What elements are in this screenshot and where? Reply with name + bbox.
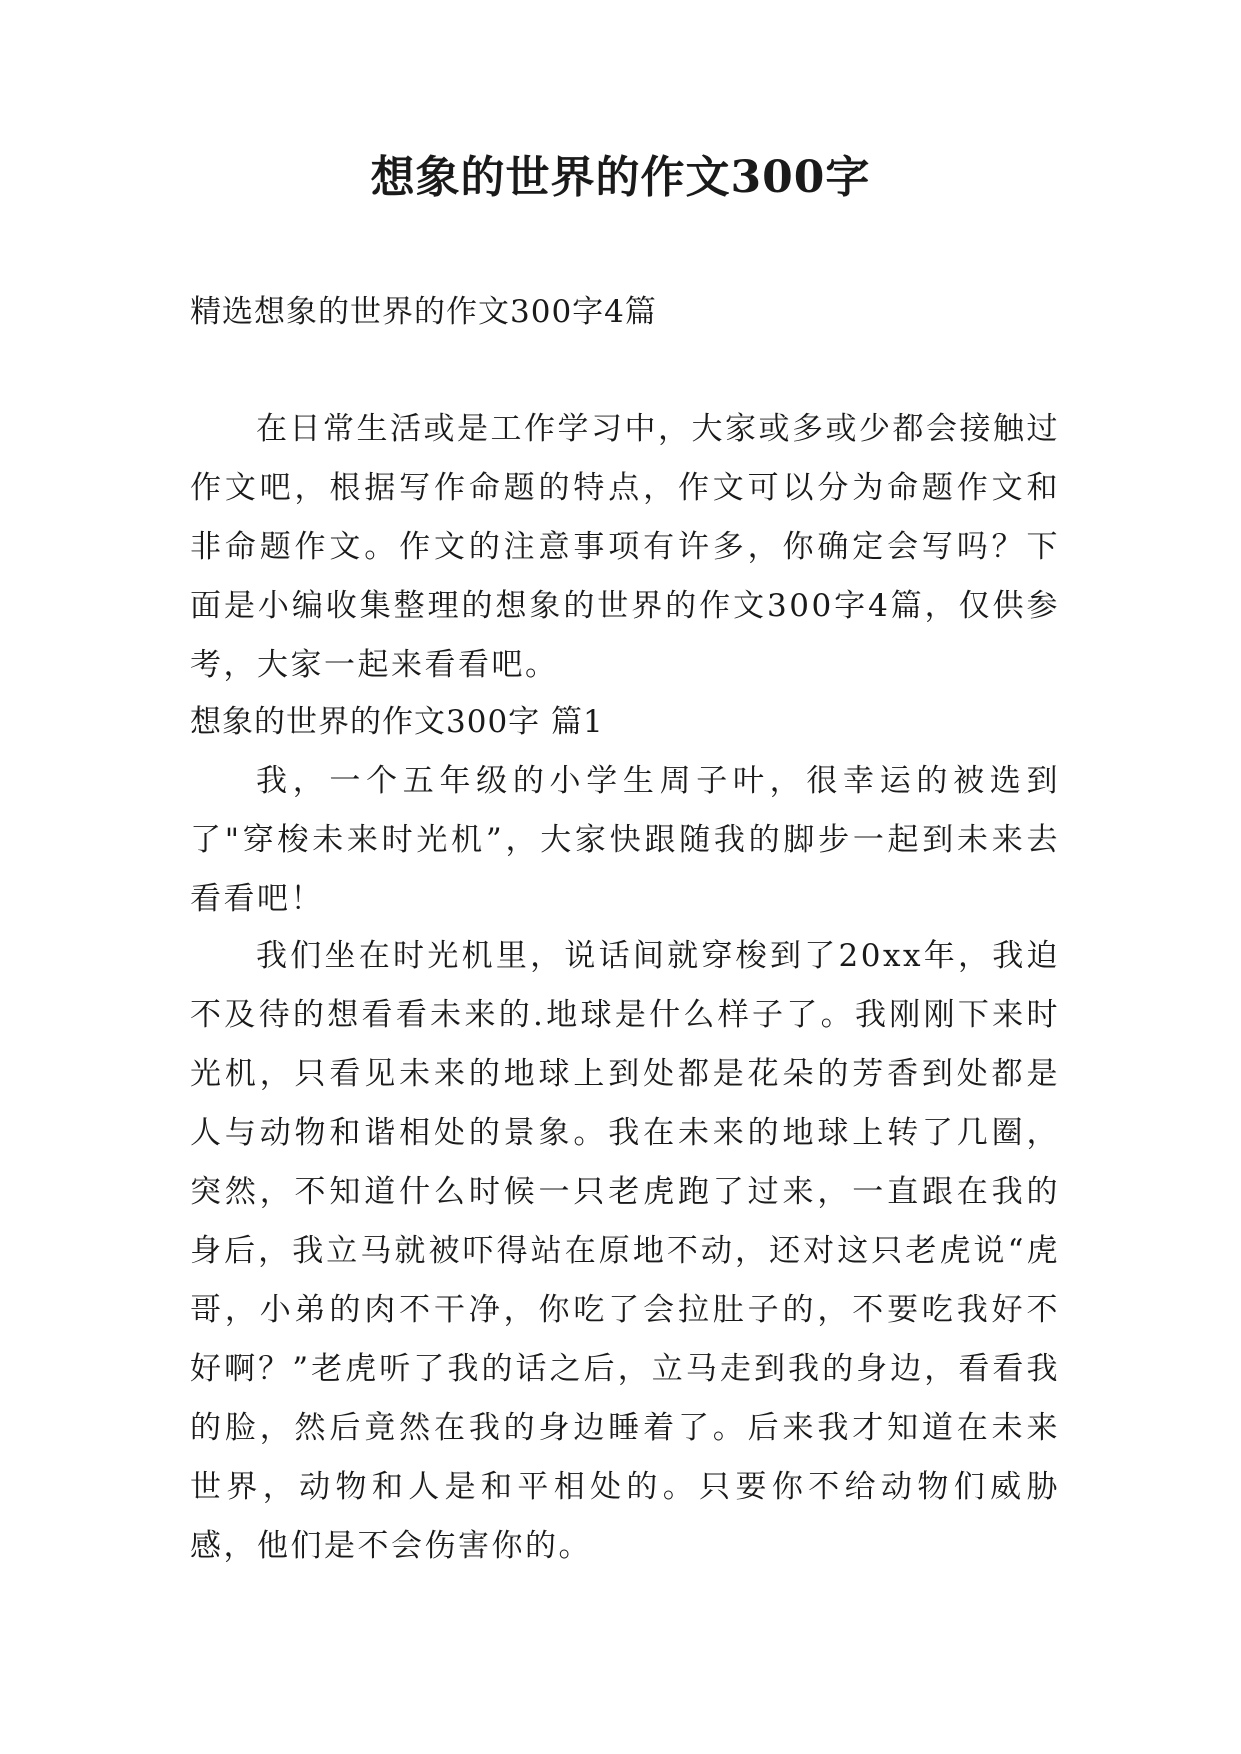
document-subtitle: 精选想象的世界的作文300字4篇 [190, 294, 657, 330]
body-paragraph-1: 我，一个五年级的小学生周子叶，很幸运的被选到了"穿梭未来时光机”，大家快跟随我的脚步一起到未来去看看吧！ [190, 763, 1060, 917]
intro-paragraph: 在日常生活或是工作学习中，大家或多或少都会接触过作文吧，根据写作命题的特点，作文可以分为命题作文和非命题作文。作文的注意事项有许多，你确定会写吗？下面是小编收集整理的想象的世界的作文300字4篇，仅供参考，大家一起来看看吧。 [190, 411, 1060, 683]
section-heading: 想象的世界的作文300字 篇1 [190, 704, 604, 740]
body-paragraph-2: 我们坐在时光机里，说话间就穿梭到了20xx年，我迫不及待的想看看未来的.地球是什么样子了。我刚刚下来时光机，只看见未来的地球上到处都是花朵的芳香到处都是人与动物和谐相处的景象。我在未来的地球上转了几圈，突然，不知道什么时候一只老虎跑了过来，一直跟在我的身后，我立马就被吓得站在原地不动，还对这只老虎说“虎哥，小弟的肉不干净，你吃了会拉肚子的，不要吃我好不好啊？”老虎听了我的话之后，立马走到我的身边，看看我的脸，然后竟然在我的身边睡着了。后来我才知道在未来世界，动物和人是和平相处的。只要你不给动物们威胁感，他们是不会伤害你的。 [190, 938, 1060, 1564]
document-title: 想象的世界的作文300字 [370, 152, 871, 203]
